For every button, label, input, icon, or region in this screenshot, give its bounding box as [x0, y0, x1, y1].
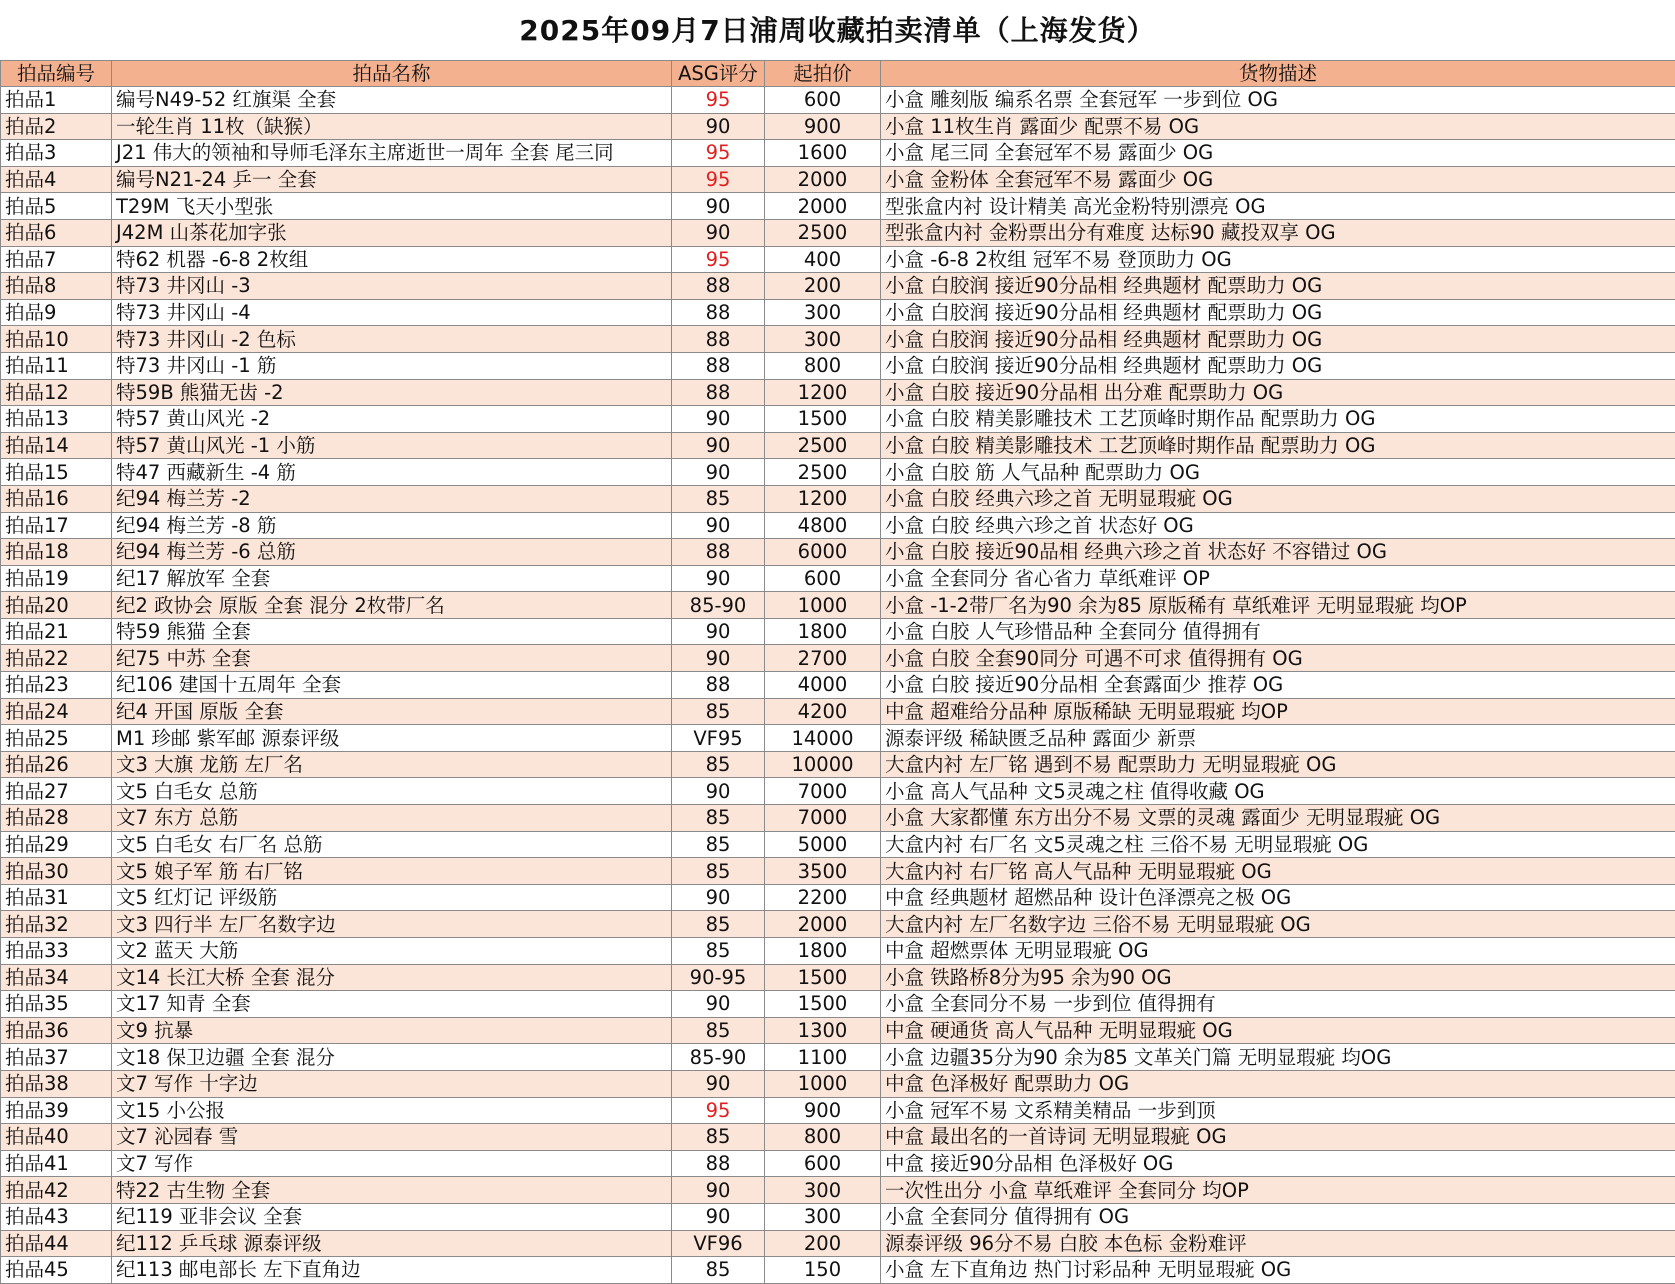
asg-score-cell: 90 [672, 778, 765, 805]
lot-name-cell: 特57 黄山风光 -1 小筋 [112, 432, 672, 459]
lot-number-cell: 拍品9 [1, 299, 112, 326]
description-cell: 源泰评级 96分不易 白胶 本色标 金粉难评 [881, 1230, 1675, 1257]
lot-name-cell: 文17 知青 全套 [112, 991, 672, 1018]
description-cell: 小盒 全套同分 值得拥有 OG [881, 1203, 1675, 1230]
asg-score-cell: 90 [672, 219, 765, 246]
lot-number-cell: 拍品18 [1, 539, 112, 566]
starting-price-cell: 300 [765, 1203, 881, 1230]
table-row [1, 831, 1675, 858]
asg-score-cell: 85 [672, 911, 765, 938]
starting-price-cell: 1000 [765, 1070, 881, 1097]
lot-name-cell: 编号N21-24 乒一 全套 [112, 166, 672, 193]
table-row [1, 1044, 1675, 1071]
description-cell: 小盒 白胶 筋 人气品种 配票助力 OG [881, 459, 1675, 486]
table-row [1, 618, 1675, 645]
starting-price-cell: 2500 [765, 432, 881, 459]
table-row [1, 299, 1675, 326]
description-cell: 中盒 超难给分品种 原版稀缺 无明显瑕疵 均OP [881, 698, 1675, 725]
lot-name-cell: 特73 井冈山 -4 [112, 299, 672, 326]
lot-number-cell: 拍品38 [1, 1070, 112, 1097]
asg-score-cell: 85 [672, 858, 765, 885]
asg-score-cell: 85 [672, 1257, 765, 1284]
lot-number-cell: 拍品15 [1, 459, 112, 486]
table-row [1, 884, 1675, 911]
description-cell: 中盒 最出名的一首诗词 无明显瑕疵 OG [881, 1124, 1675, 1151]
lot-name-cell: 文9 抗暴 [112, 1017, 672, 1044]
lot-number-cell: 拍品27 [1, 778, 112, 805]
description-cell: 小盒 冠军不易 文系精美精品 一步到顶 [881, 1097, 1675, 1124]
starting-price-cell: 2000 [765, 911, 881, 938]
starting-price-cell: 2200 [765, 884, 881, 911]
lot-name-cell: M1 珍邮 紫军邮 源泰评级 [112, 725, 672, 752]
table-row [1, 991, 1675, 1018]
asg-score-cell: 90-95 [672, 964, 765, 991]
description-cell: 小盒 -6-8 2枚组 冠军不易 登顶助力 OG [881, 246, 1675, 273]
lot-number-cell: 拍品17 [1, 512, 112, 539]
lot-number-cell: 拍品34 [1, 964, 112, 991]
description-cell: 小盒 白胶润 接近90分品相 经典题材 配票助力 OG [881, 326, 1675, 353]
starting-price-cell: 600 [765, 1150, 881, 1177]
table-row [1, 1230, 1675, 1257]
lot-name-cell: 文7 写作 十字边 [112, 1070, 672, 1097]
lot-name-cell: 特62 机器 -6-8 2枚组 [112, 246, 672, 273]
table-row [1, 725, 1675, 752]
lot-number-cell: 拍品26 [1, 751, 112, 778]
table-row [1, 1097, 1675, 1124]
asg-score-cell: 85 [672, 1124, 765, 1151]
lot-number-cell: 拍品12 [1, 379, 112, 406]
starting-price-cell: 7000 [765, 805, 881, 832]
lot-name-cell: 纪113 邮电部长 左下直角边 [112, 1257, 672, 1284]
lot-name-cell: 纪112 乒乓球 源泰评级 [112, 1230, 672, 1257]
header-row [1, 61, 1675, 87]
lot-number-cell: 拍品19 [1, 565, 112, 592]
asg-score-cell: 95 [672, 1097, 765, 1124]
table-row [1, 326, 1675, 353]
description-cell: 型张盒内衬 金粉票出分有难度 达标90 藏投双享 OG [881, 219, 1675, 246]
lot-name-cell: 特73 井冈山 -1 筋 [112, 352, 672, 379]
table-row [1, 805, 1675, 832]
starting-price-cell: 4000 [765, 672, 881, 699]
table-row [1, 140, 1675, 167]
starting-price-cell: 1500 [765, 991, 881, 1018]
table-row [1, 539, 1675, 566]
asg-score-cell: 85 [672, 485, 765, 512]
description-cell: 源泰评级 稀缺匮乏品种 露面少 新票 [881, 725, 1675, 752]
description-cell: 一次性出分 小盒 草纸难评 全套同分 均OP [881, 1177, 1675, 1204]
table-row [1, 273, 1675, 300]
table-row [1, 1257, 1675, 1284]
lot-name-cell: 特73 井冈山 -2 色标 [112, 326, 672, 353]
auction-table [0, 60, 1675, 1284]
lot-number-cell: 拍品21 [1, 618, 112, 645]
lot-number-cell: 拍品1 [1, 87, 112, 114]
asg-score-cell: 90 [672, 618, 765, 645]
asg-score-cell: 90 [672, 991, 765, 1018]
description-cell: 小盒 白胶 全套90同分 可遇不可求 值得拥有 OG [881, 645, 1675, 672]
table-row [1, 432, 1675, 459]
asg-score-cell: 90 [672, 512, 765, 539]
starting-price-cell: 300 [765, 1177, 881, 1204]
lot-number-cell: 拍品20 [1, 592, 112, 619]
table-row [1, 672, 1675, 699]
lot-number-cell: 拍品11 [1, 352, 112, 379]
lot-name-cell: 文3 四行半 左厂名数字边 [112, 911, 672, 938]
lot-name-cell: 文18 保卫边疆 全套 混分 [112, 1044, 672, 1071]
lot-number-cell: 拍品16 [1, 485, 112, 512]
starting-price-cell: 1200 [765, 379, 881, 406]
table-row [1, 645, 1675, 672]
lot-number-cell: 拍品31 [1, 884, 112, 911]
lot-name-cell: 文15 小公报 [112, 1097, 672, 1124]
description-cell: 小盒 11枚生肖 露面少 配票不易 OG [881, 113, 1675, 140]
starting-price-cell: 150 [765, 1257, 881, 1284]
lot-number-cell: 拍品36 [1, 1017, 112, 1044]
asg-score-cell: 90 [672, 1070, 765, 1097]
description-cell: 小盒 尾三同 全套冠军不易 露面少 OG [881, 140, 1675, 167]
starting-price-cell: 200 [765, 273, 881, 300]
lot-name-cell: 特73 井冈山 -3 [112, 273, 672, 300]
starting-price-cell: 300 [765, 299, 881, 326]
lot-name-cell: 文5 红灯记 评级筋 [112, 884, 672, 911]
description-cell: 小盒 白胶润 接近90分品相 经典题材 配票助力 OG [881, 299, 1675, 326]
description-cell: 大盒内衬 右厂名 文5灵魂之柱 三俗不易 无明显瑕疵 OG [881, 831, 1675, 858]
lot-number-cell: 拍品14 [1, 432, 112, 459]
table-row [1, 113, 1675, 140]
asg-score-cell: 95 [672, 166, 765, 193]
table-row [1, 459, 1675, 486]
lot-name-cell: 特22 古生物 全套 [112, 1177, 672, 1204]
table-row [1, 751, 1675, 778]
asg-score-cell: 85 [672, 698, 765, 725]
lot-name-cell: 纪2 政协会 原版 全套 混分 2枚带厂名 [112, 592, 672, 619]
lot-number-cell: 拍品2 [1, 113, 112, 140]
table-row [1, 193, 1675, 220]
lot-number-cell: 拍品33 [1, 938, 112, 965]
lot-number-cell: 拍品43 [1, 1203, 112, 1230]
description-cell: 小盒 全套同分不易 一步到位 值得拥有 [881, 991, 1675, 1018]
header-lot-name: 拍品名称 [112, 61, 672, 87]
lot-name-cell: 编号N49-52 红旗渠 全套 [112, 87, 672, 114]
asg-score-cell: 88 [672, 326, 765, 353]
starting-price-cell: 2500 [765, 459, 881, 486]
table-row [1, 778, 1675, 805]
description-cell: 大盒内衬 左厂名数字边 三俗不易 无明显瑕疵 OG [881, 911, 1675, 938]
asg-score-cell: 85 [672, 938, 765, 965]
lot-name-cell: 文7 沁园春 雪 [112, 1124, 672, 1151]
starting-price-cell: 2700 [765, 645, 881, 672]
description-cell: 小盒 铁路桥8分为95 余为90 OG [881, 964, 1675, 991]
lot-name-cell: 纪94 梅兰芳 -6 总筋 [112, 539, 672, 566]
asg-score-cell: 90 [672, 432, 765, 459]
starting-price-cell: 400 [765, 246, 881, 273]
lot-number-cell: 拍品13 [1, 406, 112, 433]
table-row [1, 87, 1675, 114]
starting-price-cell: 7000 [765, 778, 881, 805]
lot-number-cell: 拍品30 [1, 858, 112, 885]
asg-score-cell: 88 [672, 352, 765, 379]
description-cell: 小盒 白胶 精美影雕技术 工艺顶峰时期作品 配票助力 OG [881, 406, 1675, 433]
lot-name-cell: 文5 白毛女 右厂名 总筋 [112, 831, 672, 858]
starting-price-cell: 1300 [765, 1017, 881, 1044]
asg-score-cell: 90 [672, 1177, 765, 1204]
starting-price-cell: 1500 [765, 964, 881, 991]
lot-name-cell: J21 伟大的领袖和导师毛泽东主席逝世一周年 全套 尾三同 [112, 140, 672, 167]
asg-score-cell: 85-90 [672, 1044, 765, 1071]
table-row [1, 406, 1675, 433]
asg-score-cell: 90 [672, 884, 765, 911]
asg-score-cell: 85 [672, 751, 765, 778]
asg-score-cell: 88 [672, 299, 765, 326]
lot-number-cell: 拍品22 [1, 645, 112, 672]
asg-score-cell: 95 [672, 87, 765, 114]
description-cell: 小盒 雕刻版 编系名票 全套冠军 一步到位 OG [881, 87, 1675, 114]
table-row [1, 512, 1675, 539]
asg-score-cell: VF95 [672, 725, 765, 752]
starting-price-cell: 1100 [765, 1044, 881, 1071]
lot-name-cell: T29M 飞天小型张 [112, 193, 672, 220]
asg-score-cell: 90 [672, 459, 765, 486]
lot-name-cell: 纪106 建国十五周年 全套 [112, 672, 672, 699]
lot-name-cell: 纪119 亚非会议 全套 [112, 1203, 672, 1230]
lot-name-cell: J42M 山茶花加字张 [112, 219, 672, 246]
table-row [1, 698, 1675, 725]
description-cell: 小盒 大家都懂 东方出分不易 文票的灵魂 露面少 无明显瑕疵 OG [881, 805, 1675, 832]
asg-score-cell: 85 [672, 805, 765, 832]
lot-number-cell: 拍品23 [1, 672, 112, 699]
starting-price-cell: 10000 [765, 751, 881, 778]
description-cell: 小盒 白胶 接近90分品相 出分难 配票助力 OG [881, 379, 1675, 406]
starting-price-cell: 14000 [765, 725, 881, 752]
description-cell: 型张盒内衬 设计精美 高光金粉特别漂亮 OG [881, 193, 1675, 220]
description-cell: 大盒内衬 右厂铭 高人气品种 无明显瑕疵 OG [881, 858, 1675, 885]
lot-number-cell: 拍品39 [1, 1097, 112, 1124]
description-cell: 中盒 经典题材 超燃品种 设计色泽漂亮之极 OG [881, 884, 1675, 911]
table-row [1, 1017, 1675, 1044]
starting-price-cell: 200 [765, 1230, 881, 1257]
description-cell: 小盒 金粉体 全套冠军不易 露面少 OG [881, 166, 1675, 193]
lot-name-cell: 文5 白毛女 总筋 [112, 778, 672, 805]
lot-name-cell: 特57 黄山风光 -2 [112, 406, 672, 433]
table-row [1, 592, 1675, 619]
description-cell: 小盒 边疆35分为90 余为85 文革关门篇 无明显瑕疵 均OG [881, 1044, 1675, 1071]
lot-number-cell: 拍品37 [1, 1044, 112, 1071]
lot-number-cell: 拍品6 [1, 219, 112, 246]
asg-score-cell: 90 [672, 113, 765, 140]
lot-number-cell: 拍品29 [1, 831, 112, 858]
starting-price-cell: 800 [765, 352, 881, 379]
asg-score-cell: 95 [672, 140, 765, 167]
asg-score-cell: 88 [672, 273, 765, 300]
table-row [1, 565, 1675, 592]
starting-price-cell: 1500 [765, 406, 881, 433]
description-cell: 大盒内衬 左厂铭 遇到不易 配票助力 无明显瑕疵 OG [881, 751, 1675, 778]
starting-price-cell: 2000 [765, 193, 881, 220]
description-cell: 中盒 超燃票体 无明显瑕疵 OG [881, 938, 1675, 965]
table-row [1, 485, 1675, 512]
description-cell: 小盒 -1-2带厂名为90 余为85 原版稀有 草纸难评 无明显瑕疵 均OP [881, 592, 1675, 619]
table-row [1, 379, 1675, 406]
header-asg-score: ASG评分 [672, 61, 765, 87]
lot-number-cell: 拍品40 [1, 1124, 112, 1151]
asg-score-cell: 90 [672, 193, 765, 220]
starting-price-cell: 2000 [765, 166, 881, 193]
description-cell: 小盒 全套同分 省心省力 草纸难评 OP [881, 565, 1675, 592]
lot-number-cell: 拍品7 [1, 246, 112, 273]
starting-price-cell: 5000 [765, 831, 881, 858]
lot-number-cell: 拍品35 [1, 991, 112, 1018]
starting-price-cell: 2500 [765, 219, 881, 246]
lot-number-cell: 拍品3 [1, 140, 112, 167]
header-starting-price: 起拍价 [765, 61, 881, 87]
description-cell: 中盒 色泽极好 配票助力 OG [881, 1070, 1675, 1097]
starting-price-cell: 300 [765, 326, 881, 353]
description-cell: 小盒 左下直角边 热门讨彩品种 无明显瑕疵 OG [881, 1257, 1675, 1284]
lot-number-cell: 拍品32 [1, 911, 112, 938]
table-row [1, 938, 1675, 965]
table-row [1, 1177, 1675, 1204]
table-row [1, 1070, 1675, 1097]
starting-price-cell: 1600 [765, 140, 881, 167]
lot-number-cell: 拍品42 [1, 1177, 112, 1204]
lot-name-cell: 特47 西藏新生 -4 筋 [112, 459, 672, 486]
lot-name-cell: 纪94 梅兰芳 -2 [112, 485, 672, 512]
table-row [1, 166, 1675, 193]
description-cell: 小盒 白胶 经典六珍之首 状态好 OG [881, 512, 1675, 539]
lot-number-cell: 拍品45 [1, 1257, 112, 1284]
asg-score-cell: 90 [672, 645, 765, 672]
asg-score-cell: 88 [672, 379, 765, 406]
starting-price-cell: 1800 [765, 938, 881, 965]
starting-price-cell: 4200 [765, 698, 881, 725]
lot-name-cell: 文7 写作 [112, 1150, 672, 1177]
asg-score-cell: 95 [672, 246, 765, 273]
table-row [1, 911, 1675, 938]
starting-price-cell: 900 [765, 1097, 881, 1124]
asg-score-cell: 90 [672, 1203, 765, 1230]
lot-name-cell: 一轮生肖 11枚（缺猴） [112, 113, 672, 140]
lot-name-cell: 文2 蓝天 大筋 [112, 938, 672, 965]
asg-score-cell: 88 [672, 672, 765, 699]
table-row [1, 858, 1675, 885]
lot-name-cell: 纪75 中苏 全套 [112, 645, 672, 672]
asg-score-cell: 88 [672, 539, 765, 566]
table-row [1, 1203, 1675, 1230]
asg-score-cell: 90 [672, 406, 765, 433]
lot-name-cell: 纪94 梅兰芳 -8 筋 [112, 512, 672, 539]
starting-price-cell: 600 [765, 87, 881, 114]
lot-name-cell: 文3 大旗 龙筋 左厂名 [112, 751, 672, 778]
lot-number-cell: 拍品41 [1, 1150, 112, 1177]
starting-price-cell: 1200 [765, 485, 881, 512]
lot-number-cell: 拍品4 [1, 166, 112, 193]
asg-score-cell: 88 [672, 1150, 765, 1177]
asg-score-cell: 85-90 [672, 592, 765, 619]
asg-score-cell: 85 [672, 1017, 765, 1044]
table-row [1, 219, 1675, 246]
header-lot-number: 拍品编号 [1, 61, 112, 87]
asg-score-cell: 90 [672, 565, 765, 592]
lot-name-cell: 纪17 解放军 全套 [112, 565, 672, 592]
description-cell: 小盒 白胶 经典六珍之首 无明显瑕疵 OG [881, 485, 1675, 512]
lot-name-cell: 纪4 开国 原版 全套 [112, 698, 672, 725]
lot-number-cell: 拍品25 [1, 725, 112, 752]
description-cell: 小盒 白胶 接近90分品相 全套露面少 推荐 OG [881, 672, 1675, 699]
description-cell: 小盒 白胶 接近90品相 经典六珍之首 状态好 不容错过 OG [881, 539, 1675, 566]
description-cell: 小盒 白胶 人气珍惜品种 全套同分 值得拥有 [881, 618, 1675, 645]
lot-number-cell: 拍品8 [1, 273, 112, 300]
starting-price-cell: 1800 [765, 618, 881, 645]
table-row [1, 352, 1675, 379]
starting-price-cell: 900 [765, 113, 881, 140]
starting-price-cell: 600 [765, 565, 881, 592]
description-cell: 小盒 白胶 精美影雕技术 工艺顶峰时期作品 配票助力 OG [881, 432, 1675, 459]
lot-number-cell: 拍品28 [1, 805, 112, 832]
description-cell: 小盒 高人气品种 文5灵魂之柱 值得收藏 OG [881, 778, 1675, 805]
asg-score-cell: 85 [672, 831, 765, 858]
lot-name-cell: 特59B 熊猫无齿 -2 [112, 379, 672, 406]
header-description: 货物描述 [881, 61, 1675, 87]
table-row [1, 964, 1675, 991]
description-cell: 小盒 白胶润 接近90分品相 经典题材 配票助力 OG [881, 352, 1675, 379]
asg-score-cell: VF96 [672, 1230, 765, 1257]
description-cell: 中盒 接近90分品相 色泽极好 OG [881, 1150, 1675, 1177]
starting-price-cell: 800 [765, 1124, 881, 1151]
lot-number-cell: 拍品24 [1, 698, 112, 725]
starting-price-cell: 4800 [765, 512, 881, 539]
lot-number-cell: 拍品44 [1, 1230, 112, 1257]
lot-name-cell: 文7 东方 总筋 [112, 805, 672, 832]
table-row [1, 246, 1675, 273]
table-row [1, 1124, 1675, 1151]
description-cell: 小盒 白胶润 接近90分品相 经典题材 配票助力 OG [881, 273, 1675, 300]
description-cell: 中盒 硬通货 高人气品种 无明显瑕疵 OG [881, 1017, 1675, 1044]
table-row [1, 1150, 1675, 1177]
starting-price-cell: 3500 [765, 858, 881, 885]
lot-number-cell: 拍品10 [1, 326, 112, 353]
lot-name-cell: 文5 娘子军 筋 右厂铭 [112, 858, 672, 885]
page-title: 2025年09月7日浦周收藏拍卖清单（上海发货） [0, 0, 1675, 60]
lot-name-cell: 特59 熊猫 全套 [112, 618, 672, 645]
starting-price-cell: 1000 [765, 592, 881, 619]
lot-name-cell: 文14 长江大桥 全套 混分 [112, 964, 672, 991]
lot-number-cell: 拍品5 [1, 193, 112, 220]
starting-price-cell: 6000 [765, 539, 881, 566]
